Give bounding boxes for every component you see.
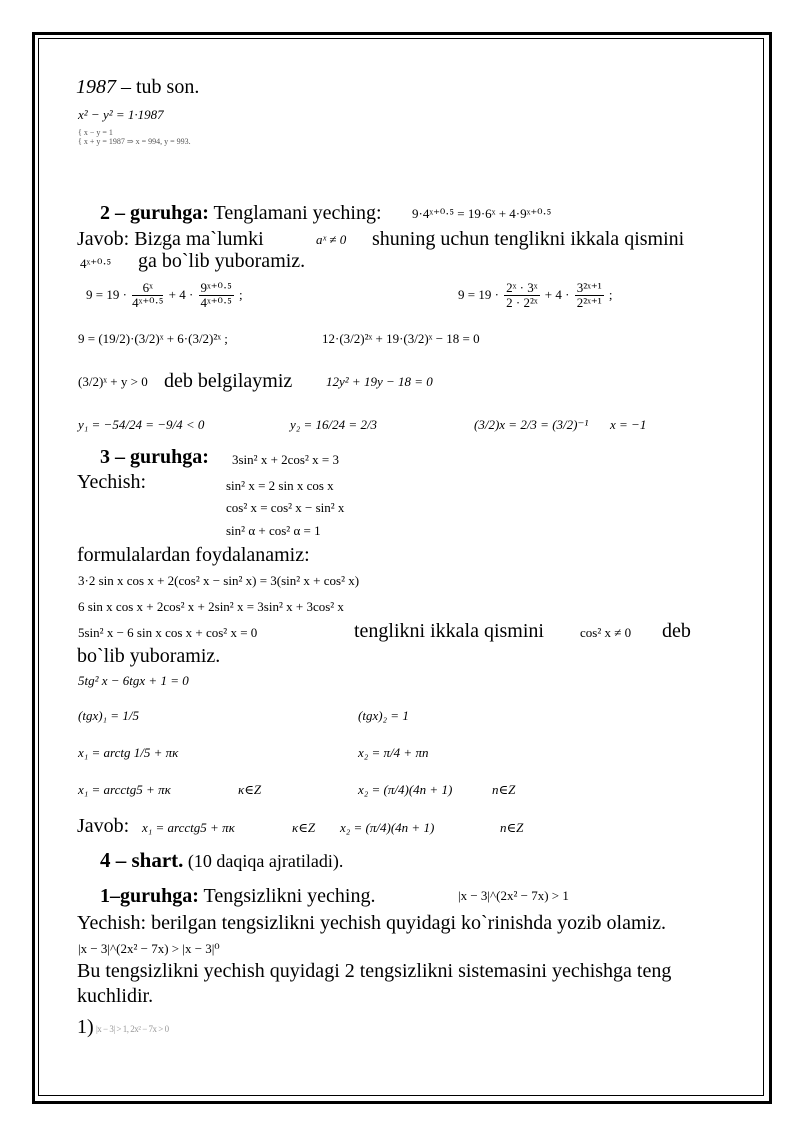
equation-powers-left: 9 = (19/2)·(3/2)ˣ + 6·(3/2)²ˣ ; — [78, 331, 228, 346]
divide-text: ga bo`lib yuboramiz. — [138, 250, 306, 272]
fraction-6x-num: 6ˣ — [132, 281, 163, 296]
ax-nonzero: aˣ ≠ 0 — [316, 232, 347, 247]
case-1-label: 1) — [77, 1016, 94, 1038]
group1-heading — [100, 885, 375, 908]
fraction-9x-num: 9ˣ⁺⁰·⁵ — [200, 280, 232, 295]
fraction-eq-left — [86, 281, 243, 311]
equation-powers-right: 12·(3/2)²ˣ + 19·(3/2)ˣ − 18 = 0 — [322, 331, 480, 346]
page-border-inner — [38, 38, 764, 1096]
group2-equation: 9·4ˣ⁺⁰·⁵ = 19·6ˣ + 4·9ˣ⁺⁰·⁵ — [412, 206, 552, 221]
formula-cos-double: cos² x = cos² x − sin² x — [226, 500, 345, 515]
equivalence-text-2: kuchlidir. — [77, 985, 154, 1007]
case-1-system: |x − 3| > 1, 2x² − 7x > 0 — [96, 1024, 169, 1034]
divisor-expression: 4ˣ⁺⁰·⁵ — [80, 256, 112, 271]
group2-label: 2 – guruhga: — [100, 202, 209, 224]
n-in-z: n∈Z — [492, 782, 516, 797]
fraction-eq-right-lead: 9 = 19 · — [458, 286, 499, 302]
divide-text-2: bo`lib yuboramiz. — [77, 645, 221, 667]
group3-label: 3 – guruhga: — [100, 446, 209, 468]
fraction-6x-den: 4ˣ⁺⁰·⁵ — [132, 295, 164, 311]
answer-x2: x₂ = (π/4)(4n + 1) — [340, 820, 435, 835]
deb-word: deb — [662, 620, 691, 642]
substitution-text: deb belgilaymiz — [164, 370, 293, 392]
exp-equation: (3/2)x = 2/3 = (3/2)⁻¹ — [474, 417, 589, 432]
tangent-root-2: (tgx)₂ = 1 — [358, 708, 409, 723]
answer-kappa: κ∈Z — [292, 820, 316, 835]
solution-rewrite-text: Yechish: berilgan tengsizlikni yechish quyidagi ko`rinishda yozib olamiz. — [77, 912, 666, 934]
fraction-eq-left-mid: + 4 · — [168, 286, 194, 302]
answer-n: n∈Z — [500, 820, 524, 835]
kappa-in-z: κ∈Z — [238, 782, 262, 797]
group1-label: 1–guruhga: — [100, 885, 199, 907]
group2-task: Tenglamani yeching: — [208, 202, 382, 224]
fraction-9x — [199, 281, 234, 311]
fraction-9x-den: 4ˣ⁺⁰·⁵ — [200, 295, 232, 311]
line-prime-number — [76, 76, 199, 99]
fraction-32x-num: 3²ˣ⁺¹ — [576, 280, 602, 295]
answer-intro-cont: shuning uchun tenglikni ikkala qismini — [372, 228, 685, 250]
condition4-heading — [100, 848, 343, 873]
answer-label: Javob: — [77, 815, 130, 837]
fraction-eq-left-end: ; — [239, 286, 243, 302]
transform-step2: 6 sin x cos x + 2cos² x + 2sin² x = 3sin² x + 3cos² x — [78, 599, 344, 614]
fraction-eq-left-lead: 9 = 19 · — [86, 286, 127, 302]
group3-equation: 3sin² x + 2cos² x = 3 — [232, 452, 339, 467]
fraction-eq-right-mid: + 4 · — [544, 286, 570, 302]
equation-difference-squares: x² − y² = 1·1987 — [78, 107, 164, 122]
root-y1: y₁ = −54/24 = −9/4 < 0 — [78, 417, 205, 432]
divide-both-sides: tenglikni ikkala qismini — [354, 620, 544, 642]
tangent-root-1: (tgx)₁ = 1/5 — [78, 708, 139, 723]
condition4-label: 4 – shart. — [100, 848, 184, 872]
group1-task: Tengsizlikni yeching. — [198, 885, 376, 907]
formula-pythagorean: sin² α + cos² α = 1 — [226, 523, 321, 538]
solution-x: x = −1 — [610, 417, 647, 432]
substitution-expr: (3/2)ˣ + y > 0 — [78, 374, 148, 389]
system-line-2: { x + y = 1987 ⇒ x = 994, y = 993. — [78, 137, 191, 146]
x1-arcctg: x₁ = arcctg5 + πκ — [78, 782, 171, 797]
fraction-6x — [132, 281, 163, 311]
fraction-eq-right — [458, 281, 613, 311]
fraction-eq-right-end: ; — [608, 286, 613, 302]
fraction-2x3x — [504, 281, 539, 311]
formula-sin-double: sin² x = 2 sin x cos x — [226, 478, 334, 493]
quadratic-equation: 12y² + 19y − 18 = 0 — [326, 374, 433, 389]
equivalence-text-1: Bu tengsizlikni yechish quyidagi 2 tengsizlikni sistemasini yechishga teng — [77, 960, 672, 982]
solution-label: Yechish: — [77, 471, 147, 493]
prime-value: 1987 — [76, 76, 116, 98]
x2-pi-over-4: x₂ = π/4 + πn — [358, 745, 429, 760]
group2-heading — [100, 202, 382, 225]
x1-arctg: x₁ = arctg 1/5 + πκ — [78, 745, 179, 760]
prime-text: – tub son. — [116, 76, 200, 98]
fraction-2x3x-num: 2ˣ · 3ˣ — [506, 280, 538, 295]
fraction-2x3x-den: 2 · 2²ˣ — [506, 295, 538, 311]
inequality-rewritten: |x − 3|^(2x² − 7x) > |x − 3|⁰ — [78, 941, 220, 956]
formulas-use-text: formulalardan foydalanamiz: — [77, 544, 310, 566]
condition4-time: (10 daqiqa ajratiladi). — [183, 851, 344, 871]
cos-nonzero: cos² x ≠ 0 — [580, 625, 632, 640]
transform-step1: 3·2 sin x cos x + 2(cos² x − sin² x) = 3(sin² x + cos² x) — [78, 573, 360, 588]
answer-x1: x₁ = arcctg5 + πκ — [142, 820, 235, 835]
answer-intro: Javob: Bizga ma`lumki — [77, 228, 264, 250]
transform-step3: 5sin² x − 6 sin x cos x + cos² x = 0 — [78, 625, 258, 640]
tangent-quadratic: 5tg² x − 6tgx + 1 = 0 — [78, 673, 189, 688]
x2-general: x₂ = (π/4)(4n + 1) — [358, 782, 453, 797]
fraction-32x — [575, 281, 604, 311]
inequality-main: |x − 3|^(2x² − 7x) > 1 — [458, 888, 569, 903]
fraction-32x-den: 2²ˣ⁺¹ — [576, 295, 602, 311]
system-line-1: { x − y = 1 — [78, 128, 113, 137]
root-y2: y₂ = 16/24 = 2/3 — [290, 417, 378, 432]
